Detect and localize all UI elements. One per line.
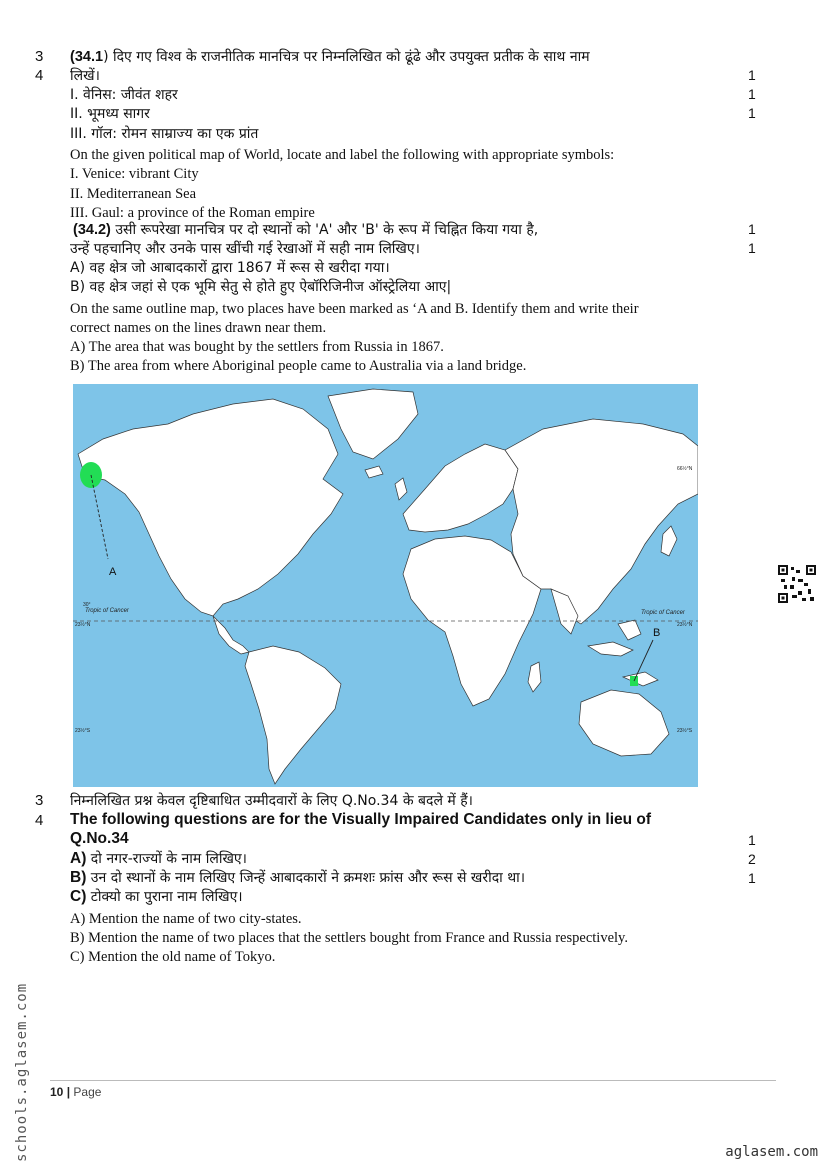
japan-landmass: [661, 526, 677, 556]
vi-hindi-item: A) दो नगर-राज्यों के नाम लिखिए।: [70, 850, 247, 867]
q34-1-hindi-line2: लिखें।: [70, 68, 100, 84]
q34-1-hindi-item: II. भूमध्य सागर: [70, 106, 150, 122]
lat-label: 66½°N: [677, 466, 693, 472]
page-footer: [50, 1085, 101, 1099]
marker-a-label: A: [109, 566, 117, 578]
vi-hindi-intro: निम्नलिखित प्रश्न केवल दृष्टिबाधित उम्मीदवारों के लिए Q.No.34 के बदले में हैं।: [70, 793, 473, 809]
tropic-label-left: Tropic of Cancer: [85, 608, 129, 614]
q34-2-label: (34.2): [73, 222, 111, 238]
marks: 1: [748, 105, 756, 121]
uk-landmass: [395, 478, 407, 500]
q34-1-english-intro: On the given political map of World, locate and label the following with appropriate symbols:: [70, 147, 615, 163]
madagascar-landmass: [528, 662, 541, 692]
marker-a-leader-line: [91, 475, 108, 559]
europe-landmass: [403, 444, 518, 532]
north-america-landmass: [78, 399, 343, 616]
marks: 1: [748, 832, 756, 848]
continents: [78, 389, 698, 784]
marks: 1: [748, 86, 756, 102]
q34-2-hindi-item: B) वह क्षेत्र जहां से एक भूमि सेतु से होते हुए ऐबॉरिजिनीज ऑस्ट्रेलिया आए|: [70, 279, 452, 295]
iceland-landmass: [365, 466, 383, 478]
marks: 1: [748, 870, 756, 886]
lat-label: 23½°S: [677, 728, 693, 734]
lat-label: 23½°N: [677, 622, 693, 628]
vi-english-heading-line1: The following questions are for the Visually Impaired Candidates only in lieu of: [70, 811, 652, 828]
greenland-landmass: [328, 389, 418, 459]
question-number: 4: [35, 812, 44, 829]
borneo-landmass: [618, 620, 641, 640]
side-watermark: schools.aglasem.com: [14, 982, 30, 1162]
marker-b-label: B: [653, 627, 661, 639]
q34-2-hindi-line2: उन्हें पहचानिए और उनके पास खींची गई रेखाओं में सही नाम लिखिए।: [70, 241, 420, 257]
qr-code-icon: [778, 565, 816, 603]
marks: 1: [748, 67, 756, 83]
vi-english-item: A) Mention the name of two city-states.: [70, 911, 302, 927]
question-number: 3: [35, 48, 44, 65]
q34-2-english-line2: correct names on the lines drawn near them.: [70, 320, 327, 336]
vi-hindi-item: C) टोक्यो का पुराना नाम लिखिए।: [70, 888, 243, 905]
vi-hindi-item: B) उन दो स्थानों के नाम लिखिए जिन्हें आबादकारों ने क्रमशः फ्रांस और रूस से खरीदा था।: [70, 869, 526, 886]
vi-english-heading-line2: Q.No.34: [70, 830, 129, 847]
australia-landmass: [579, 690, 669, 756]
vi-english-item: B) Mention the name of two places that the settlers bought from France and Russia respectively.: [70, 930, 628, 946]
q34-2-english-item: B) The area from where Aboriginal people came to Australia via a land bridge.: [70, 358, 527, 374]
q34-1-english-item: II. Mediterranean Sea: [70, 186, 197, 202]
q34-2-english-item: A) The area that was bought by the settlers from Russia in 1867.: [70, 339, 444, 355]
footer-divider: [50, 1080, 776, 1081]
marks: 1: [748, 240, 756, 256]
q34-2-hindi-item: A) वह क्षेत्र जो आबादकारों द्वारा 1867 में रूस से खरीदा गया।: [70, 260, 390, 276]
lat-label: 23½°S: [75, 728, 91, 734]
page-number: 10: [50, 1085, 64, 1099]
marks: 2: [748, 851, 756, 867]
q34-1-hindi-line1: (34.1) दिए गए विश्व के राजनीतिक मानचित्र पर निम्नलिखित को ढूंढे और उपयुक्त प्रतीक के साथ नाम: [70, 49, 590, 65]
world-map-drawing: [73, 384, 698, 787]
page-separator: |: [66, 1085, 71, 1099]
page-word: Page: [73, 1085, 102, 1099]
question-number: 3: [35, 792, 44, 809]
marks: 1: [748, 221, 756, 237]
lat-label: 30°: [83, 602, 91, 608]
q34-1-label: (34.1: [70, 49, 104, 65]
q34-1-hindi-item: III. गॉल: रोमन साम्राज्य का एक प्रांत: [70, 126, 259, 142]
tropic-label-right: Tropic of Cancer: [641, 610, 685, 616]
lat-label: 23½°N: [75, 622, 91, 628]
question-number: 4: [35, 67, 44, 84]
q34-1-english-item: III. Gaul: a province of the Roman empire: [70, 205, 315, 221]
corner-watermark: aglasem.com: [725, 1144, 818, 1160]
vi-english-item: C) Mention the old name of Tokyo.: [70, 949, 276, 965]
new-guinea-landmass: [623, 672, 658, 686]
world-outline-map: [73, 384, 698, 787]
q34-2-hindi-line1: (34.2) उसी रूपरेखा मानचित्र पर दो स्थानों को 'A' और 'B' के रूप में चिह्नित किया गया है,: [73, 222, 539, 238]
q34-2-english-line1: On the same outline map, two places have been marked as ‘A and B. Identify them and write their: [70, 301, 639, 317]
south-america-landmass: [245, 646, 341, 784]
q34-1-english-item: I. Venice: vibrant City: [70, 166, 199, 182]
indonesia-landmass: [588, 642, 633, 656]
q34-1-hindi-item: I. वेनिस: जीवंत शहर: [70, 87, 178, 103]
central-america-landmass: [213, 616, 249, 654]
